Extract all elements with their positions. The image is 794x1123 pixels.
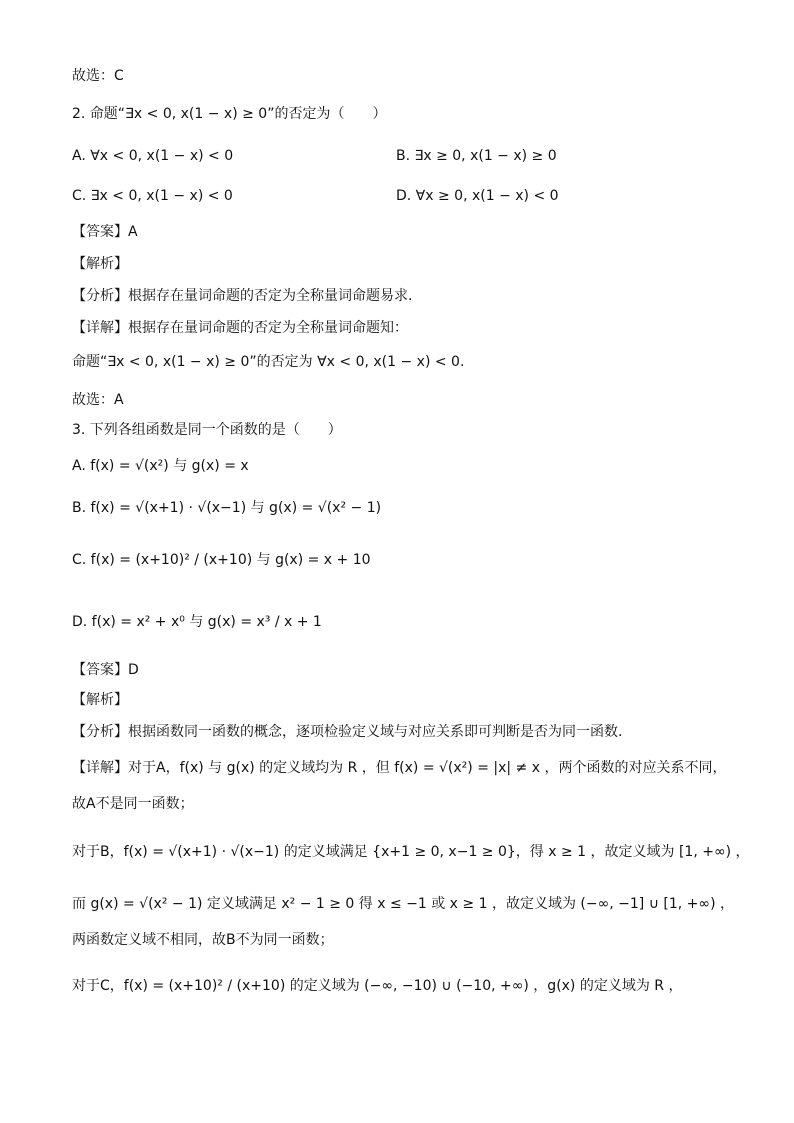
text-line-l12: A. f(x) = √(x²) 与 g(x) = x bbox=[72, 458, 249, 474]
text-line-l04a: C. ∃x < 0, x(1 − x) < 0 bbox=[72, 188, 233, 204]
text-line-l13: B. f(x) = √(x+1) · √(x−1) 与 g(x) = √(x² − 1) bbox=[72, 500, 382, 516]
text-line-l15: D. f(x) = x² + x⁰ 与 g(x) = x³ / x + 1 bbox=[72, 614, 322, 630]
text-line-l17: 【解析】 bbox=[72, 692, 128, 708]
text-line-l05: 【答案】A bbox=[72, 224, 138, 240]
text-line-l20: 故A不是同一函数； bbox=[72, 796, 194, 812]
text-line-l21: 对于B，f(x) = √(x+1) · √(x−1) 的定义域满足 {x+1 ≥ 0, x−1 ≥ 0}，得 x ≥ 1 ，故定义域为 [1, +∞) ， bbox=[72, 844, 750, 860]
text-line-l04b: D. ∀x ≥ 0, x(1 − x) < 0 bbox=[396, 188, 559, 204]
text-line-l08: 【详解】根据存在量词命题的否定为全称量词命题知： bbox=[72, 320, 408, 336]
text-line-l02: 2. 命题“∃x < 0, x(1 − x) ≥ 0”的否定为（ ） bbox=[72, 106, 387, 122]
text-line-l22: 而 g(x) = √(x² − 1) 定义域满足 x² − 1 ≥ 0 得 x ≤ −1 或 x ≥ 1 ，故定义域为 (−∞, −1] ∪ [1, +∞) ， bbox=[72, 896, 734, 912]
text-line-l18: 【分析】根据函数同一函数的概念，逐项检验定义域与对应关系即可判断是否为同一函数. bbox=[72, 724, 623, 740]
text-line-l10: 故选：A bbox=[72, 392, 124, 408]
text-line-l01: 故选：C bbox=[72, 68, 124, 84]
text-line-l06: 【解析】 bbox=[72, 256, 128, 272]
text-line-l19: 【详解】对于A，f(x) 与 g(x) 的定义域均为 R ，但 f(x) = √(x²) = |x| ≠ x ，两个函数的对应关系不同， bbox=[72, 760, 727, 776]
text-line-l09: 命题“∃x < 0, x(1 − x) ≥ 0”的否定为 ∀x < 0, x(1 − x) < 0. bbox=[72, 354, 465, 370]
text-line-l11: 3. 下列各组函数是同一个函数的是（ ） bbox=[72, 422, 342, 438]
text-line-l24: 对于C，f(x) = (x+10)² / (x+10) 的定义域为 (−∞, −10) ∪ (−10, +∞) ，g(x) 的定义域为 R ， bbox=[72, 978, 683, 994]
text-line-l16: 【答案】D bbox=[72, 662, 139, 678]
text-line-l03b: B. ∃x ≥ 0, x(1 − x) ≥ 0 bbox=[396, 148, 557, 164]
text-line-l03a: A. ∀x < 0, x(1 − x) < 0 bbox=[72, 148, 234, 164]
text-line-l23: 两函数定义域不相同，故B不为同一函数； bbox=[72, 932, 334, 948]
text-line-l14: C. f(x) = (x+10)² / (x+10) 与 g(x) = x + 10 bbox=[72, 552, 371, 568]
text-line-l07: 【分析】根据存在量词命题的否定为全称量词命题易求. bbox=[72, 288, 413, 304]
